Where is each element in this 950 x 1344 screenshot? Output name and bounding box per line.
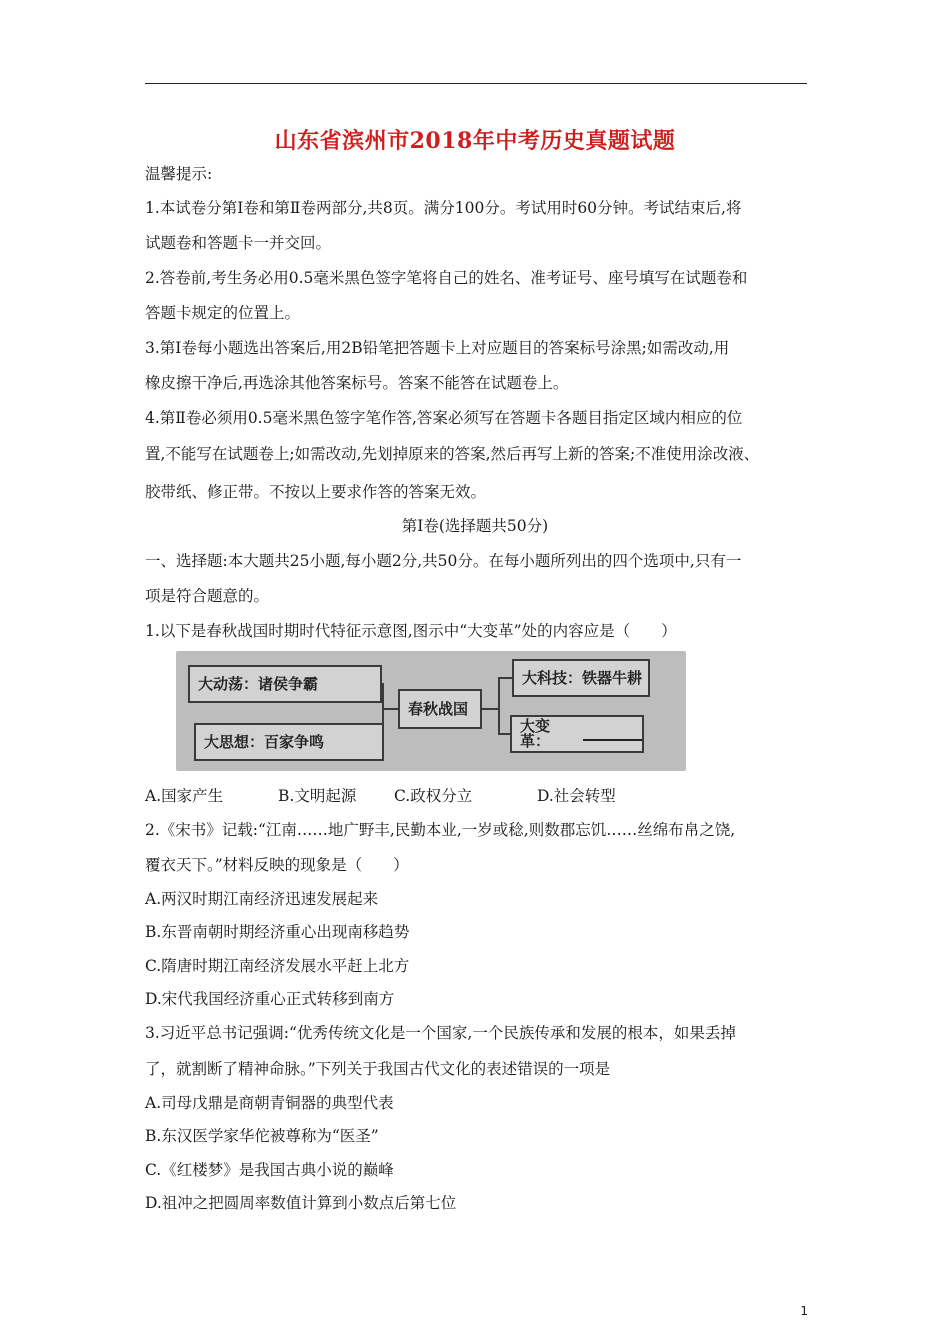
diagram-connector bbox=[498, 733, 510, 735]
notice-line: 试题卷和答题卡一并交回。 bbox=[145, 234, 332, 252]
q1-option-a: A.国家产生 bbox=[145, 787, 224, 805]
q3-option-d: D.祖冲之把圆周率数值计算到小数点后第七位 bbox=[145, 1194, 457, 1212]
notice-line: 4.第Ⅱ卷必须用0.5毫米黑色签字笔作答,答案必须写在答题卡各题目指定区域内相应的位 bbox=[145, 409, 743, 427]
notice-line: 答题卡规定的位置上。 bbox=[145, 304, 301, 322]
q2-option-d: D.宋代我国经济重心正式转移到南方 bbox=[145, 990, 395, 1008]
q2-stem: 2.《宋书》记载:“江南……地广野丰,民勤本业,一岁或稔,则数郡忘饥……丝绵布帛之饶, bbox=[145, 821, 736, 839]
diagram-box-right-top: 大科技：铁器牛耕 bbox=[512, 659, 650, 697]
notice-heading: 温馨提示: bbox=[145, 165, 213, 183]
diagram-box-left-bottom: 大思想：百家争鸣 bbox=[194, 723, 384, 761]
answer-blank bbox=[583, 727, 642, 741]
diagram-box-left-top: 大动荡：诸侯争霸 bbox=[188, 665, 382, 703]
q2-option-a: A.两汉时期江南经济迅速发展起来 bbox=[145, 890, 379, 908]
q3-option-b: B.东汉医学家华佗被尊称为“医圣” bbox=[145, 1127, 379, 1145]
section-intro: 一、选择题:本大题共25小题,每小题2分,共50分。在每小题所列出的四个选项中,只有一 bbox=[145, 552, 742, 570]
diagram-connector bbox=[498, 677, 512, 679]
q3-stem: 3.习近平总书记强调:“优秀传统文化是一个国家,一个民族传承和发展的根本，如果丢掉 bbox=[145, 1024, 736, 1042]
section-intro: 项是符合题意的。 bbox=[145, 587, 270, 605]
q3-option-c: C.《红楼梦》是我国古典小说的巅峰 bbox=[145, 1161, 394, 1179]
notice-line: 1.本试卷分第Ⅰ卷和第Ⅱ卷两部分,共8页。满分100分。考试用时60分钟。考试结束后,将 bbox=[145, 199, 742, 217]
diagram-connector bbox=[384, 708, 398, 710]
q1-option-d: D.社会转型 bbox=[537, 787, 616, 805]
q1-option-c: C.政权分立 bbox=[394, 787, 473, 805]
q1-stem: 1.以下是春秋战国时期时代特征示意图,图示中“大变革”处的内容应是（ ） bbox=[145, 622, 677, 640]
diagram-box-center: 春秋战国 bbox=[398, 689, 482, 729]
notice-line: 2.答卷前,考生务必用0.5毫米黑色签字笔将自己的姓名、准考证号、座号填写在试题卷和 bbox=[145, 269, 748, 287]
notice-line: 橡皮擦干净后,再选涂其他答案标号。答案不能答在试题卷上。 bbox=[145, 374, 569, 392]
q3-stem: 了，就割断了精神命脉。”下列关于我国古代文化的表述错误的一项是 bbox=[145, 1060, 611, 1078]
q1-diagram bbox=[176, 651, 686, 771]
diagram-box-right-bottom-label: 大变革： bbox=[520, 717, 551, 750]
q3-option-a: A.司母戊鼎是商朝青铜器的典型代表 bbox=[145, 1094, 394, 1112]
section-title: 第Ⅰ卷(选择题共50分) bbox=[401, 517, 549, 535]
q2-option-c: C.隋唐时期江南经济发展水平赶上北方 bbox=[145, 957, 410, 975]
diagram-box-right-bottom bbox=[510, 715, 644, 753]
q1-option-b: B.文明起源 bbox=[278, 787, 357, 805]
diagram-connector bbox=[382, 683, 384, 743]
notice-line: 置,不能写在试题卷上;如需改动,先划掉原来的答案,然后再写上新的答案;不准使用涂改液、 bbox=[145, 445, 760, 463]
diagram-connector bbox=[498, 677, 500, 735]
notice-line: 胶带纸、修正带。不按以上要求作答的答案无效。 bbox=[145, 483, 487, 501]
diagram-connector bbox=[482, 708, 498, 710]
page-title: 山东省滨州市2018年中考历史真题试题 bbox=[274, 128, 676, 154]
q2-option-b: B.东晋南朝时期经济重心出现南移趋势 bbox=[145, 923, 410, 941]
page-number: 1 bbox=[800, 1304, 808, 1318]
header-rule bbox=[145, 83, 807, 84]
q2-stem: 覆衣天下。”材料反映的现象是（ ） bbox=[145, 856, 409, 874]
notice-line: 3.第Ⅰ卷每小题选出答案后,用2B铅笔把答题卡上对应题目的答案标号涂黑;如需改动,用 bbox=[145, 339, 730, 357]
